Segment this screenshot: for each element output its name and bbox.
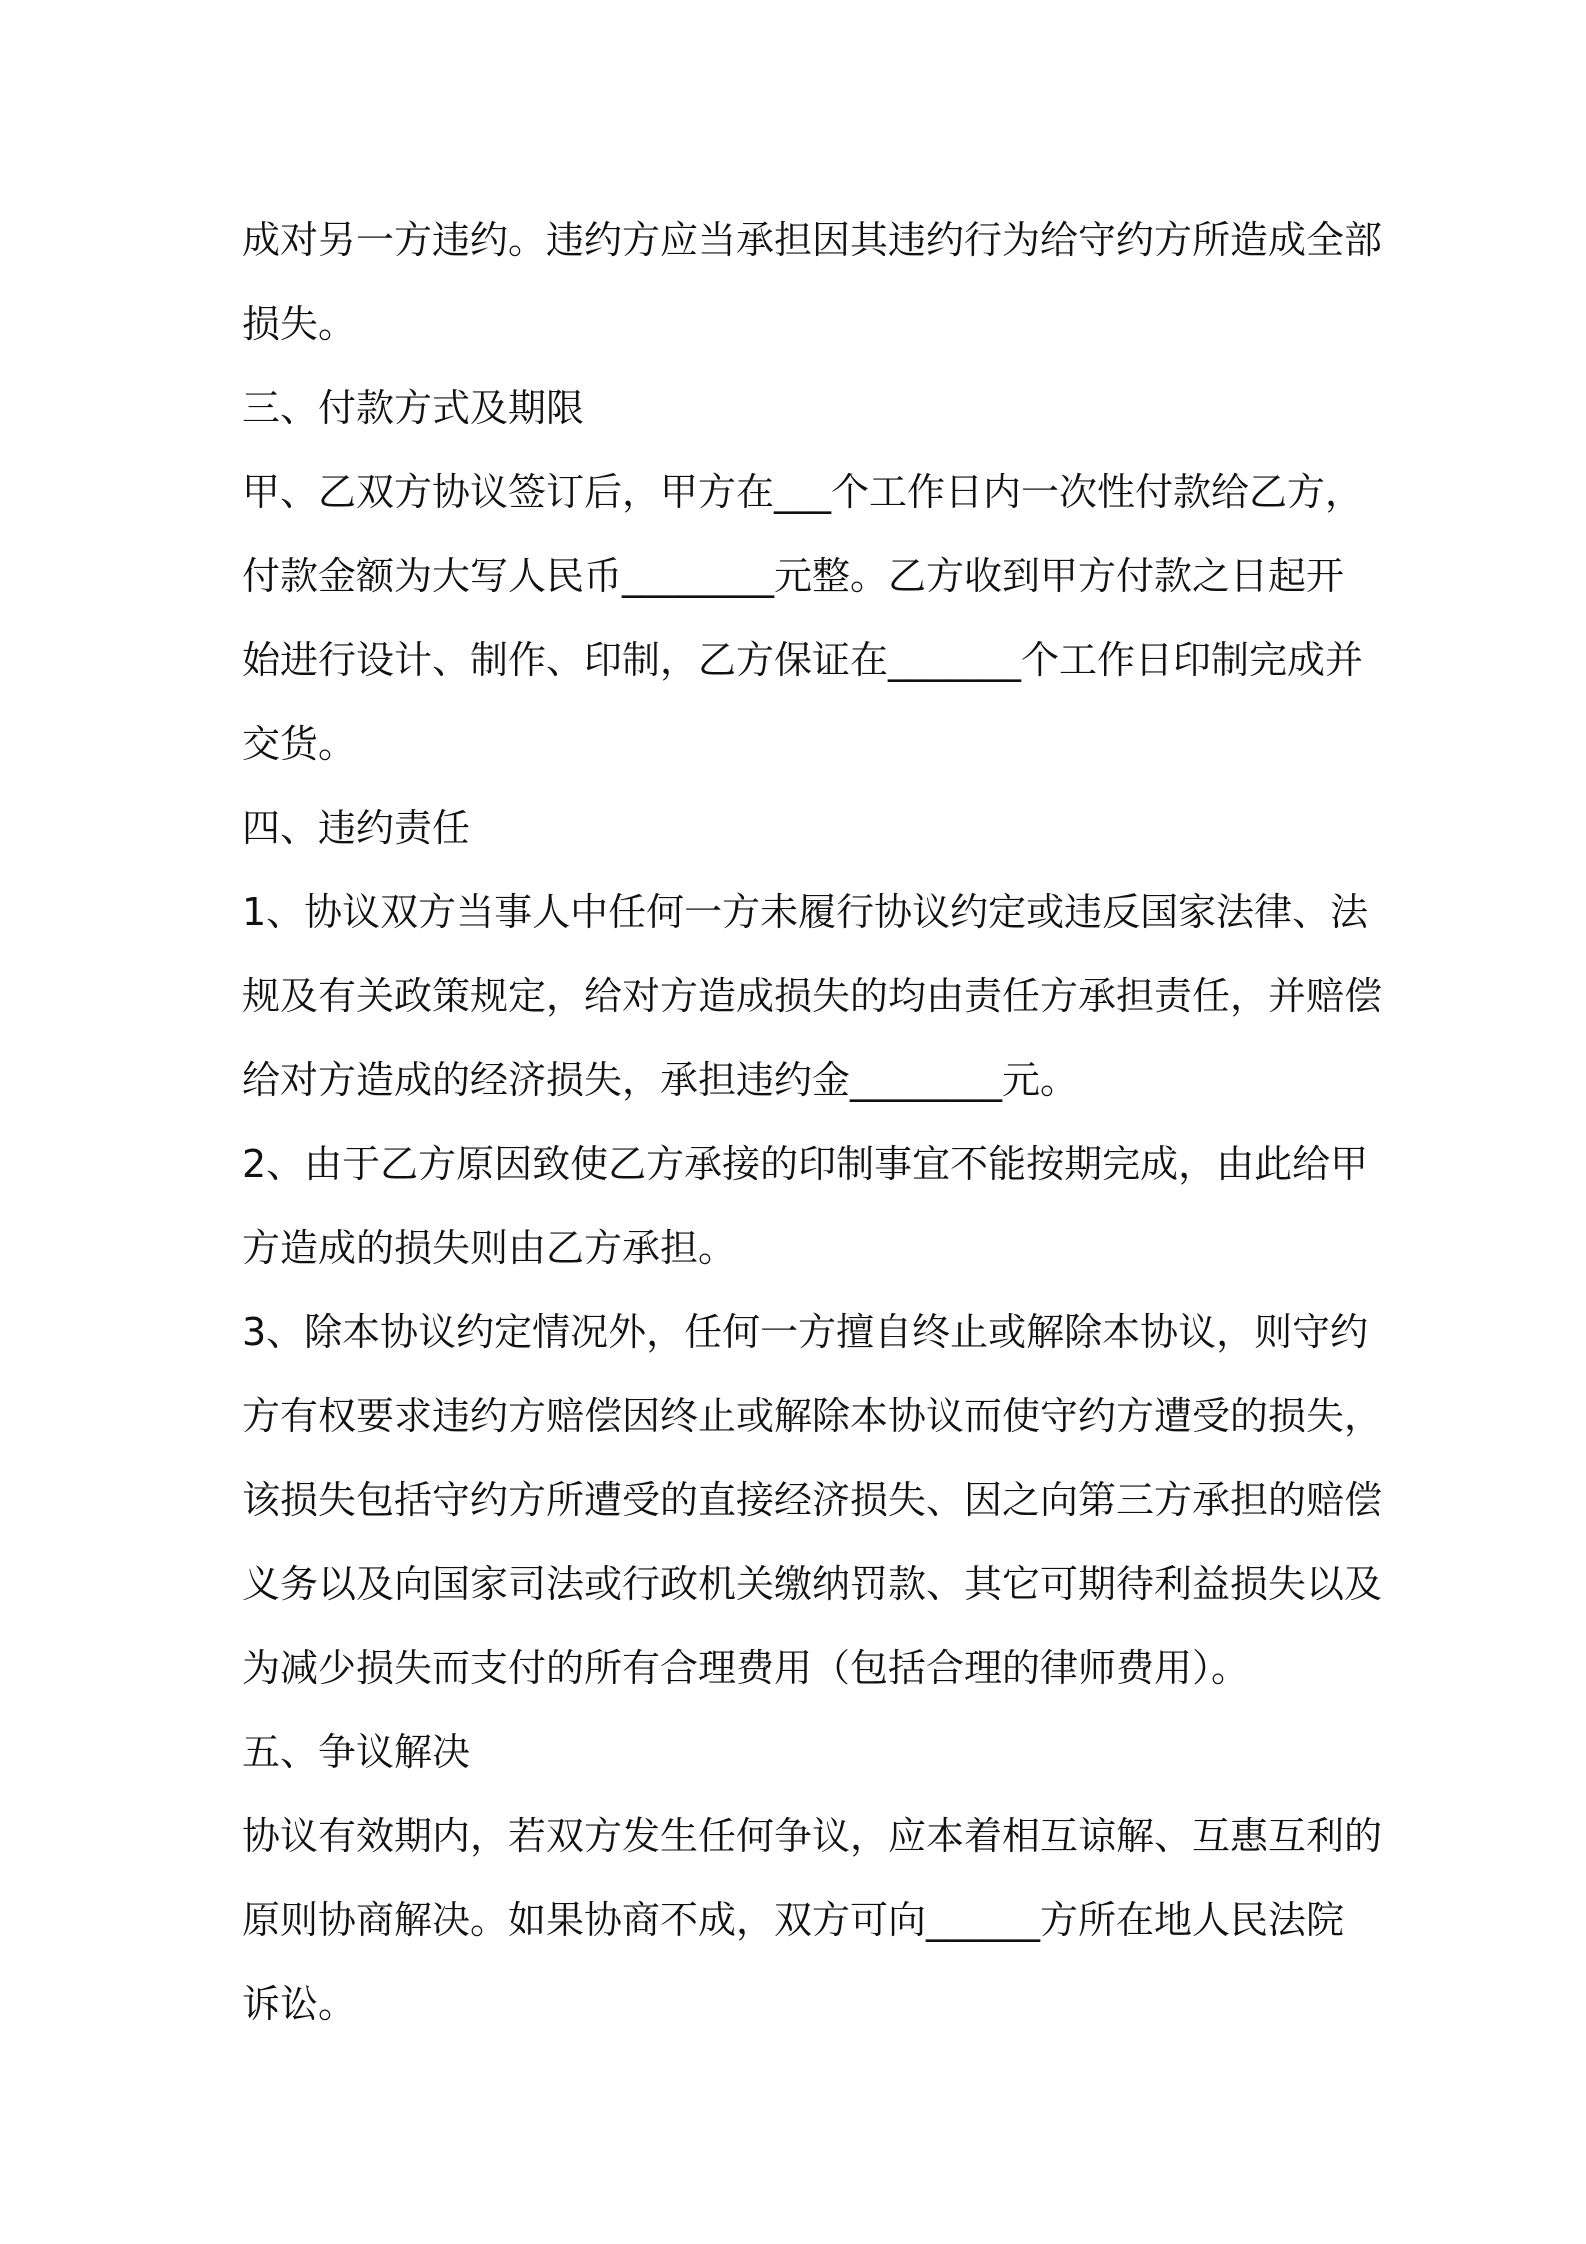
paragraph-line: 为减少损失而支付的所有合理费用（包括合理的律师费用）。	[242, 1646, 1250, 1690]
paragraph-line: 2、由于乙方原因致使乙方承接的印制事宜不能按期完成，由此给甲	[242, 1142, 1369, 1186]
paragraph-line: 原则协商解决。如果协商不成，双方可向______方所在地人民法院	[242, 1898, 1345, 1942]
paragraph-line: 交货。	[242, 722, 357, 766]
paragraph-line: 义务以及向国家司法或行政机关缴纳罚款、其它可期待利益损失以及	[242, 1562, 1383, 1606]
paragraph-line: 协议有效期内，若双方发生任何争议，应本着相互谅解、互惠互利的	[242, 1814, 1383, 1858]
document-page	[242, 198, 1383, 2046]
paragraph-line: 始进行设计、制作、印制，乙方保证在_______个工作日印制完成并	[242, 638, 1364, 682]
paragraph-line: 给对方造成的经济损失，承担违约金________元。	[242, 1058, 1079, 1102]
paragraph-line: 3、除本协议约定情况外，任何一方擅自终止或解除本协议，则守约	[242, 1310, 1369, 1354]
paragraph-line: 甲、乙双方协议签订后，甲方在___个工作日内一次性付款给乙方，	[242, 470, 1364, 514]
paragraph-line: 付款金额为大写人民币________元整。乙方收到甲方付款之日起开	[242, 554, 1345, 598]
paragraph-line: 诉讼。	[242, 1982, 357, 2026]
section-heading: 三、付款方式及期限	[242, 386, 585, 430]
paragraph-line: 损失。	[242, 302, 357, 346]
paragraph-line: 规及有关政策规定，给对方造成损失的均由责任方承担责任，并赔偿	[242, 974, 1383, 1018]
paragraph-line: 成对另一方违约。违约方应当承担因其违约行为给守约方所造成全部	[242, 218, 1383, 262]
paragraph-line: 方造成的损失则由乙方承担。	[242, 1226, 737, 1270]
section-heading: 五、争议解决	[242, 1730, 471, 1774]
paragraph-line: 方有权要求违约方赔偿因终止或解除本协议而使守约方遭受的损失，	[242, 1394, 1383, 1438]
paragraph-line: 1、协议双方当事人中任何一方未履行协议约定或违反国家法律、法	[242, 890, 1369, 934]
paragraph-line: 该损失包括守约方所遭受的直接经济损失、因之向第三方承担的赔偿	[242, 1478, 1383, 1522]
section-heading: 四、违约责任	[242, 806, 471, 850]
